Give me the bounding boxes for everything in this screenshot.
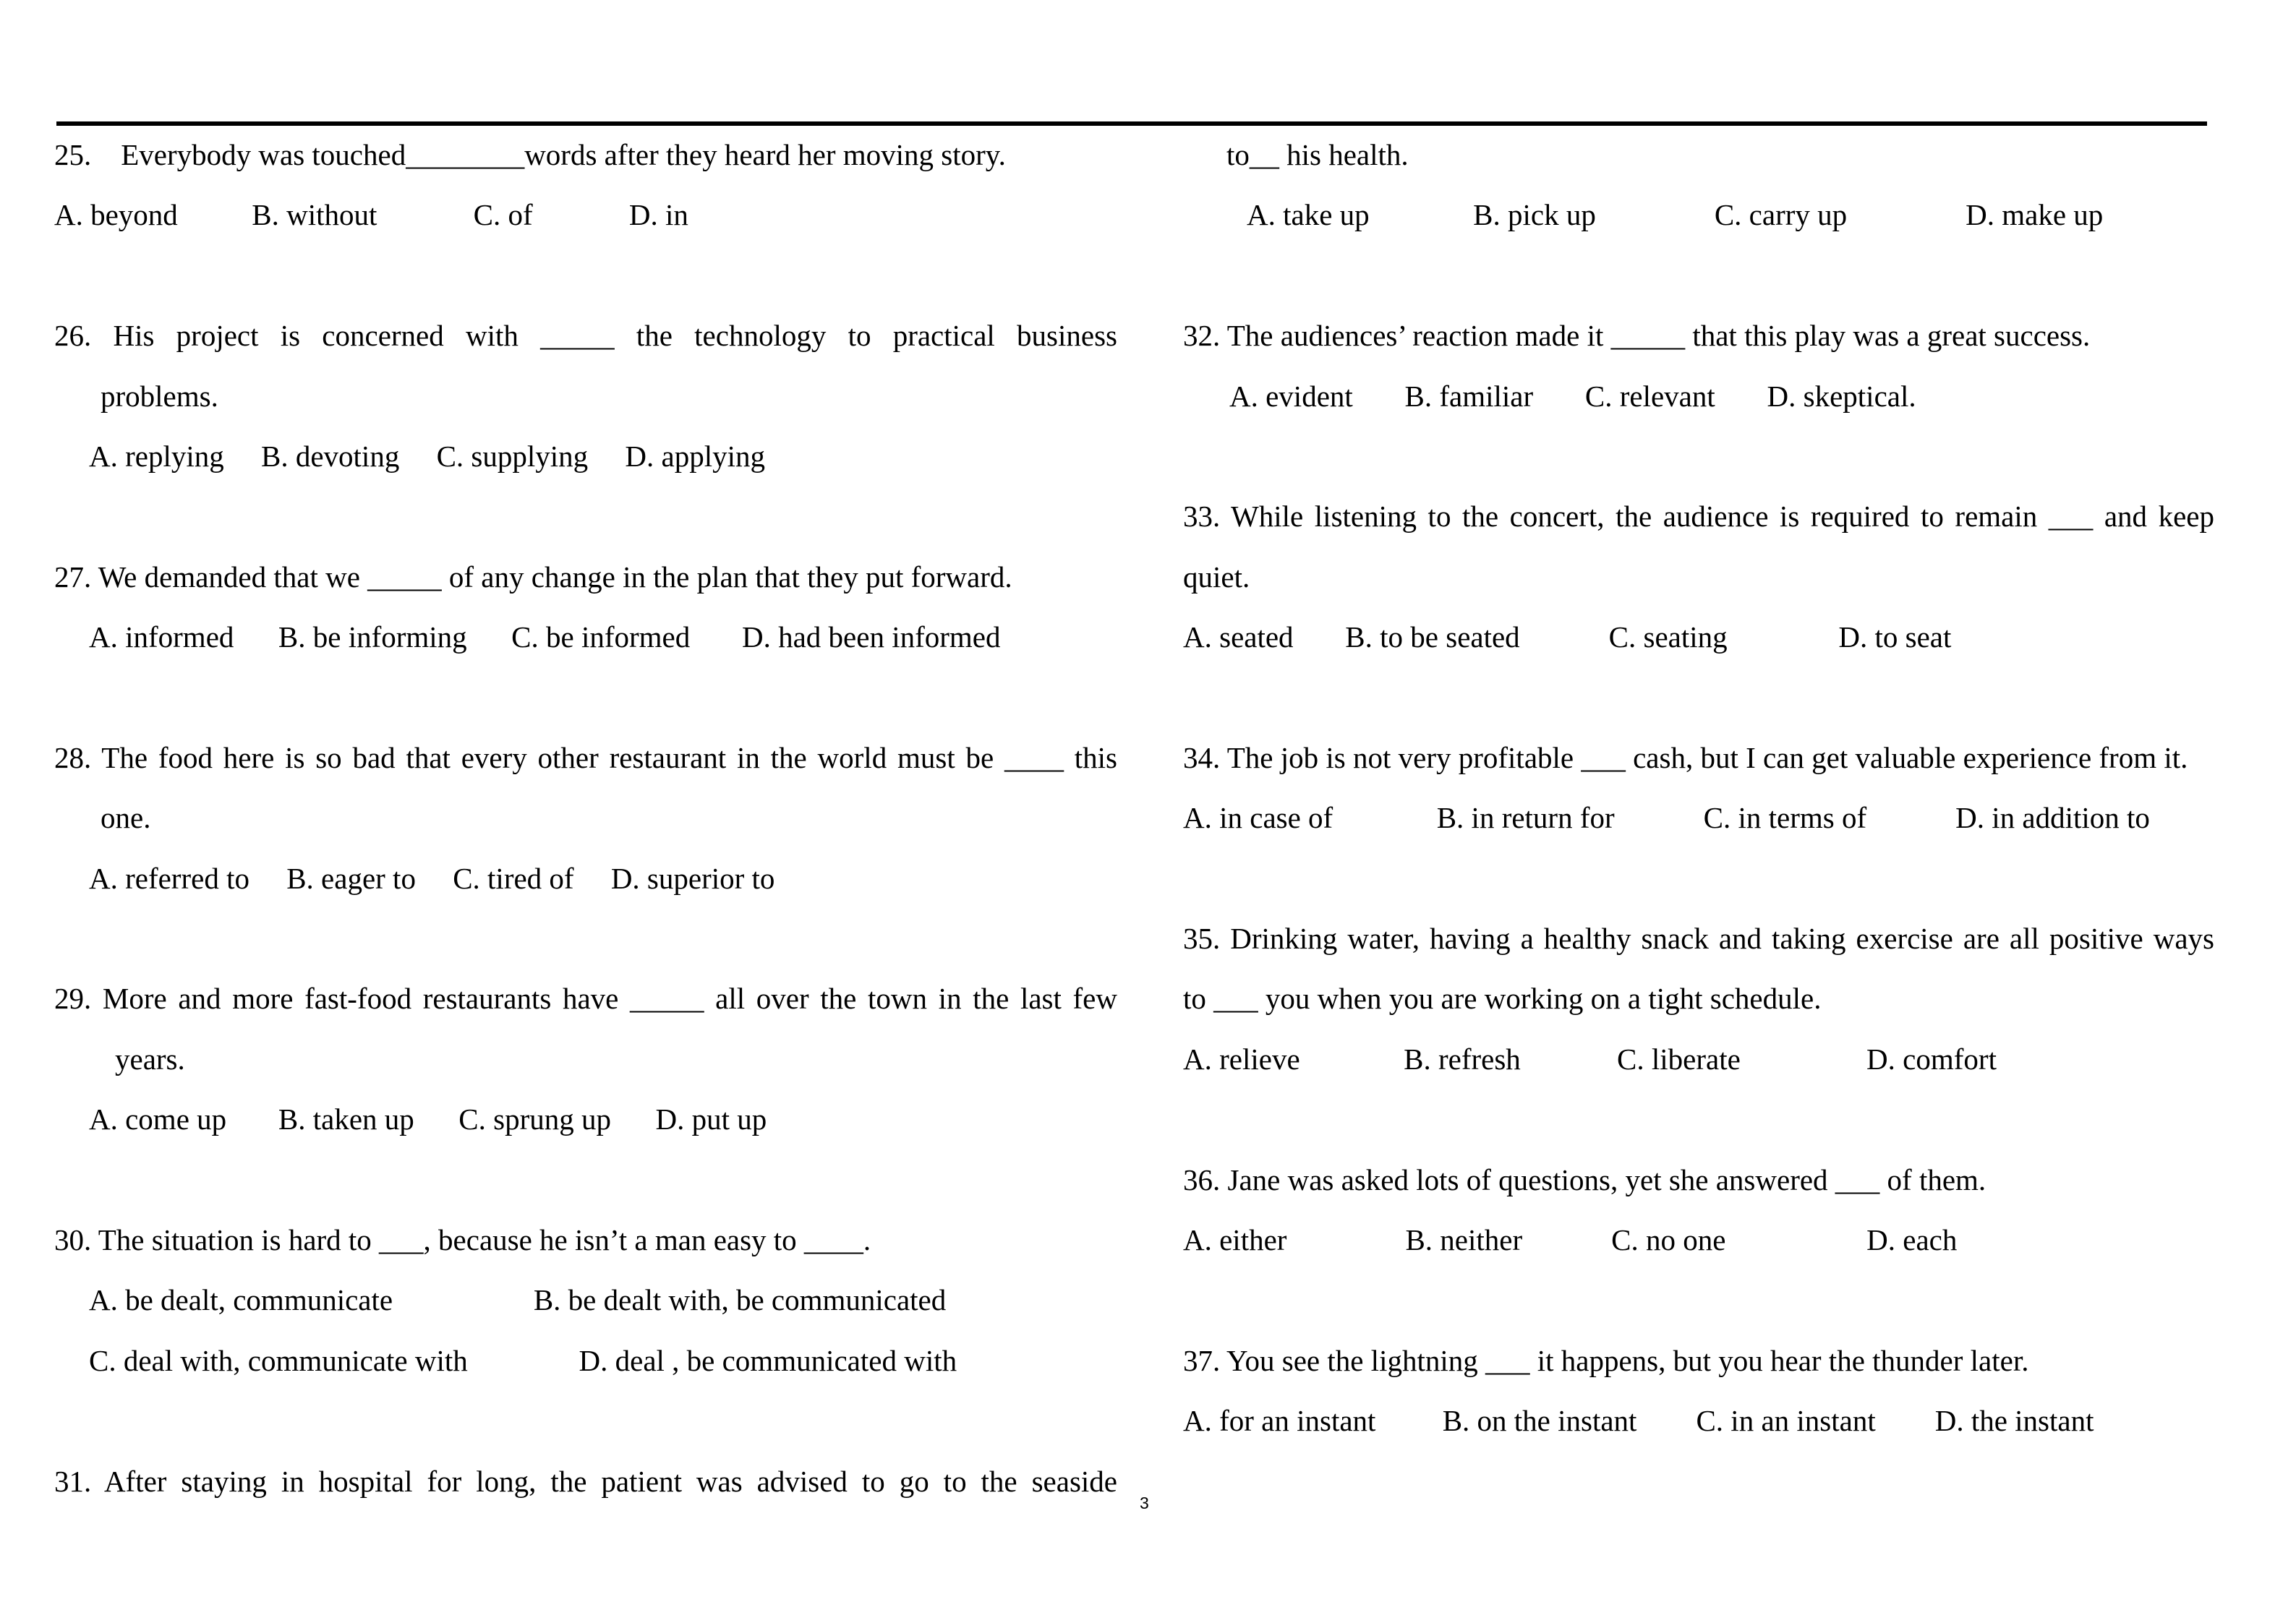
blank-line: [1183, 427, 2214, 487]
page-number: 3: [1140, 1494, 1149, 1512]
q35-stem-line2: to ___ you when you are working on a tight schedule.: [1183, 982, 1822, 1016]
blank-line: [54, 487, 1117, 547]
q30-options-ab: A. be dealt, communicate B. be dealt with, be communicated: [89, 1283, 947, 1317]
q30-stem: 30. The situation is hard to ___, because he isn’t a man easy to ____.: [54, 1223, 871, 1257]
q34-stem: 34. The job is not very profitable ___ cash, but I can get valuable experience from it.: [1183, 740, 2188, 774]
q37-options: A. for an instant B. on the instant C. in an instant D. the instant: [1183, 1404, 2094, 1438]
q27-options: A. informed B. be informing C. be informed D. had been informed: [89, 620, 1001, 654]
q37-stem: 37. You see the lightning ___ it happens, but you hear the thunder later.: [1183, 1343, 2029, 1377]
q34-options: A. in case of B. in return for C. in terms of D. in addition to: [1183, 801, 2150, 835]
blank-line: [54, 246, 1117, 306]
q29-stem-line1: 29. More and more fast-food restaurants have _____ all over the town in the last few: [54, 982, 1117, 1016]
q31-continuation: to__ his health.: [1226, 138, 1409, 171]
q33-stem-line2: quiet.: [1183, 560, 1250, 594]
q28-stem-line1: 28. The food here is so bad that every other restaurant in the world must be ____ this: [54, 740, 1117, 774]
blank-line: [1183, 668, 2214, 728]
q29-stem-line2: years.: [115, 1042, 185, 1076]
right-column: [1183, 125, 2214, 1452]
blank-line: [54, 668, 1117, 728]
q31-stem: 31. After staying in hospital for long, the patient was advised to go to the seaside: [54, 1464, 1117, 1498]
left-column: [54, 125, 1117, 1512]
blank-line: [54, 1391, 1117, 1451]
q35-options: A. relieve B. refresh C. liberate D. comfort: [1183, 1042, 1997, 1076]
q28-stem-line2: one.: [101, 801, 151, 835]
q27-stem: 27. We demanded that we _____ of any change in the plan that they put forward.: [54, 560, 1012, 594]
blank-line: [1183, 1270, 2214, 1330]
q32-stem: 32. The audiences’ reaction made it _____ that this play was a great success.: [1183, 319, 2091, 353]
blank-line: [1183, 1089, 2214, 1149]
blank-line: [54, 909, 1117, 969]
q26-options: A. replying B. devoting C. supplying D. applying: [89, 439, 765, 473]
q26-stem-line1: 26. His project is concerned with _____ the technology to practical business: [54, 319, 1117, 353]
q33-stem-line1: 33. While listening to the concert, the audience is required to remain ___ and keep: [1183, 500, 2214, 534]
blank-line: [1183, 246, 2214, 306]
q35-stem-line1: 35. Drinking water, having a healthy snack and taking exercise are all positive ways: [1183, 922, 2214, 956]
q31-options: A. take up B. pick up C. carry up D. make up: [1247, 198, 2104, 232]
q29-options: A. come up B. taken up C. sprung up D. put up: [89, 1102, 767, 1136]
q28-options: A. referred to B. eager to C. tired of D. superior to: [89, 861, 775, 895]
q36-stem: 36. Jane was asked lots of questions, yet she answered ___ of them.: [1183, 1162, 1986, 1196]
q26-stem-line2: problems.: [101, 379, 218, 413]
q25-stem: 25. Everybody was touched________words after they heard her moving story.: [54, 138, 1006, 171]
q30-options-cd: C. deal with, communicate with D. deal , be communicated with: [89, 1343, 957, 1377]
blank-line: [54, 1150, 1117, 1210]
q36-options: A. either B. neither C. no one D. each: [1183, 1223, 1958, 1257]
q32-options: A. evident B. familiar C. relevant D. skeptical.: [1229, 379, 1916, 413]
q33-options: A. seated B. to be seated C. seating D. to seat: [1183, 620, 1952, 654]
blank-line: [1183, 849, 2214, 909]
q25-options: A. beyond B. without C. of D. in: [54, 198, 688, 232]
